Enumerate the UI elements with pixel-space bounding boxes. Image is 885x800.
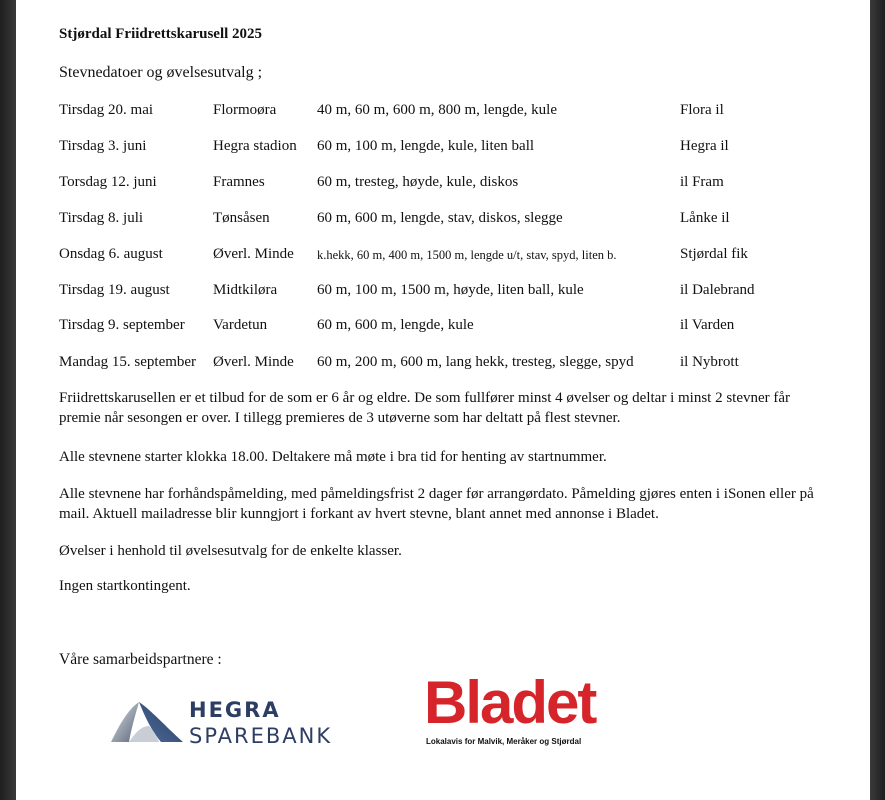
row-events: 60 m, 100 m, lengde, kule, liten ball [317,138,535,154]
row-date: Mandag 15. september [59,354,197,370]
photo-edge-right [870,0,885,800]
row-venue: Vardetun [213,317,268,333]
bladet-logo [424,669,636,753]
row-events: 60 m, 600 m, lengde, stav, diskos, slegge [317,210,563,226]
row-club: Flora il [680,102,724,118]
bladet-tagline: Lokalavis for Malvik, Meråker og Stjørdal [426,737,582,746]
row-club: il Nybrott [680,354,739,370]
row-club: il Dalebrand [680,282,755,298]
row-date: Tirsdag 19. august [59,282,170,298]
row-events: 60 m, 600 m, lengde, kule [317,317,474,333]
hegra-sparebank-logo [109,696,349,751]
row-venue: Hegra stadion [213,138,297,154]
row-club: il Varden [680,317,735,333]
info-paragraph-events: Øvelser i henhold til øvelsesutvalg for de enkelte klasser. [59,543,402,559]
partners-heading: Våre samarbeidspartnere : [59,651,222,668]
row-date: Tirsdag 8. juli [59,210,144,226]
photo-edge-left [0,0,16,800]
page-title: Stjørdal Friidrettskarusell 2025 [59,26,263,42]
row-club: Hegra il [680,138,729,154]
row-venue: Midtkiløra [213,282,278,298]
row-events: 60 m, 200 m, 600 m, lang hekk, tresteg, slegge, spyd [317,354,634,370]
row-club: il Fram [680,174,724,190]
row-date: Tirsdag 3. juni [59,138,147,154]
row-venue: Flormoøra [213,102,277,118]
row-venue: Øverl. Minde [213,354,294,370]
row-club: Lånke il [680,210,730,226]
row-date: Onsdag 6. august [59,246,163,262]
hegra-logo-line1: HEGRA [189,698,281,722]
row-venue: Tønsåsen [213,210,270,226]
schedule-heading: Stevnedatoer og øvelsesutvalg ; [59,64,263,81]
info-paragraph-prizes: Friidrettskarusellen er et tilbud for de som er 6 år og eldre. De som fullfører minst 4 øvelser og deltar i minst 2 stevner får premie når sesongen er over. I tillegg premieres de 3 utøverne som har deltatt på flest stevner. [59,390,791,426]
bladet-wordmark: Bladet [424,669,596,736]
info-paragraph-registration: Alle stevnene har forhåndspåmelding, med påmeldingsfrist 2 dager før arrangørdato. Påmelding gjøres enten i iSonen eller på mail. Aktuell mailadresse blir kunngjort i forkant av hvert stevne, blant annet med annonse i Bladet. [59,486,814,522]
row-events: 60 m, 100 m, 1500 m, høyde, liten ball, kule [317,282,584,298]
document-page [16,0,870,800]
row-date: Tirsdag 9. september [59,317,185,333]
row-venue: Framnes [213,174,265,190]
hegra-emblem-icon [109,696,185,748]
row-date: Tirsdag 20. mai [59,102,154,118]
hegra-logo-line2: SPAREBANK [189,724,333,748]
row-events: k.hekk, 60 m, 400 m, 1500 m, lengde u/t, stav, spyd, liten b. [317,248,617,262]
info-paragraph-fee: Ingen startkontingent. [59,578,191,594]
row-events: 40 m, 60 m, 600 m, 800 m, lengde, kule [317,102,557,118]
row-venue: Øverl. Minde [213,246,294,262]
info-paragraph-start-time: Alle stevnene starter klokka 18.00. Deltakere må møte i bra tid for henting av startnummer. [59,449,607,465]
row-date: Torsdag 12. juni [59,174,157,190]
row-events: 60 m, tresteg, høyde, kule, diskos [317,174,519,190]
row-club: Stjørdal fik [680,246,748,262]
